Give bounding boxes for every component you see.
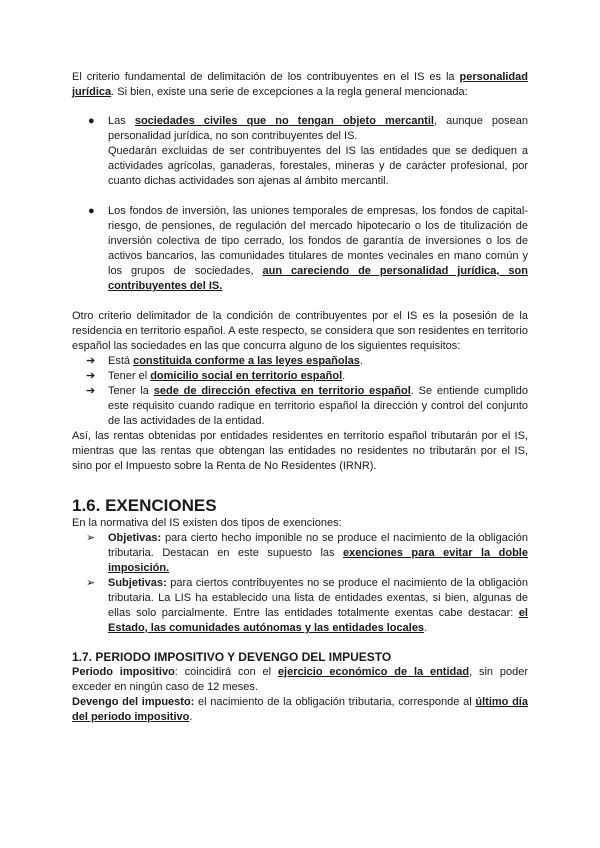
term-label: Devengo del impuesto: xyxy=(72,696,195,708)
requisitos-list xyxy=(72,354,528,429)
section-heading-exenciones: 1.6. EXENCIONES xyxy=(72,496,217,515)
arrow-icon: ➔ xyxy=(86,355,96,367)
arrow-icon: ➔ xyxy=(86,385,96,397)
exenciones-list xyxy=(72,531,528,636)
item-label: Objetivas: xyxy=(108,532,162,544)
emphasis: último día del periodo impositivo xyxy=(72,696,528,723)
emphasis: aun careciendo de personalidad jurídica, son contribuyentes del IS. xyxy=(108,265,528,292)
emphasis: sede de dirección efectiva en territorio español xyxy=(153,385,411,397)
emphasis: sociedades civiles que no tengan objeto mercantil xyxy=(134,115,434,127)
list-item: ➢ Subjetivas: para ciertos contribuyentes no se produce el nacimiento de la obligación tributaria. La LIS ha establecido una lista de entidades exentas, si bien, algunas de ellas solo parcialmente. Entre las entidades totalmente exentas cabe destacar: el Estado, las comunidades autónomas y las entidades locales. xyxy=(86,577,528,634)
exceptions-list xyxy=(72,114,528,294)
emphasis: exenciones para evitar la doble imposición. xyxy=(108,547,528,574)
bullet-icon: ● xyxy=(88,205,95,217)
bullet-icon: ● xyxy=(88,115,95,127)
emphasis: personalidad jurídica xyxy=(72,71,528,98)
term-label: Periodo impositivo xyxy=(72,666,175,678)
devengo-paragraph: Devengo del impuesto: el nacimiento de la obligación tributaria, corresponde al último día del periodo impositivo. xyxy=(72,696,528,723)
periodo-paragraph: Periodo impositivo: coincidirá con el ejercicio económico de la entidad, sin poder exceder en ningún caso de 12 meses. xyxy=(72,666,529,693)
list-item: ➔ Tener el domicilio social en territorio español. xyxy=(86,370,346,382)
emphasis: constituida conforme a las leyes españolas xyxy=(133,355,360,367)
intro-paragraph: El criterio fundamental de delimitación de los contribuyentes en el IS es la personalidad jurídica. Si bien, existe una serie de excepciones a la regla general mencionada: xyxy=(72,71,528,98)
exenciones-intro: En la normativa del IS existen dos tipos de exenciones: xyxy=(72,517,342,529)
arrow-icon: ➔ xyxy=(86,370,96,382)
emphasis: ejercicio económico de la entidad xyxy=(277,666,470,678)
emphasis: el Estado, las comunidades autónomas y las entidades locales xyxy=(108,607,528,634)
residencia-paragraph: Otro criterio delimitador de la condición de contribuyentes por el IS es la posesión de la residencia en territorio español. A este respecto, se considera que son residentes en territorio español las sociedades en las que concurra alguno de los siguientes requisitos: xyxy=(72,310,528,352)
list-item: ➔ Está constituida conforme a las leyes españolas. xyxy=(86,355,363,367)
list-item: ● Las sociedades civiles que no tengan objeto mercantil, aunque posean personalidad jurídica, no son contribuyentes del IS. Quedarán excluidas de ser contribuyentes del IS las entidades que se dediquen a actividades agrícolas, ganaderas, forestales, mineras y de carácter profesional, por cuanto dichas actividades son ajenas al ámbito mercantil. xyxy=(88,115,528,187)
document-page xyxy=(72,70,528,725)
list-item: ➢ Objetivas: para cierto hecho imponible no se produce el nacimiento de la obligación tributaria. Destacan en este supuesto las exenciones para evitar la doble imposición. xyxy=(86,532,528,574)
emphasis: domicilio social en territorio español xyxy=(150,370,343,382)
list-item: ● Los fondos de inversión, las uniones temporales de empresas, los fondos de capital-riesgo, de pensiones, de regulación del mercado hipotecario o los de titulización de inversión colectiva de tipo cerrado, los fondos de garantía de inversiones o los de activos bancarios, las comunidades titulares de montes vecinales en mano común y los grupos de sociedades, aun careciendo de personalidad jurídica, son contribuyentes del IS. xyxy=(88,205,528,292)
residencia-closing: Así, las rentas obtenidas por entidades residentes en territorio español tributarán por el IS, mientras que las rentas que obtengan las entidades no residentes no tributarán por el IS, sino por el Impuesto sobre la Renta de No Residentes (IRNR). xyxy=(72,430,528,472)
triangle-arrow-icon: ➢ xyxy=(86,532,96,544)
list-item: ➔ Tener la sede de dirección efectiva en territorio español. Se entiende cumplido este requisito cuando radique en territorio español la dirección y control del conjunto de las actividades de la entidad. xyxy=(86,385,528,427)
triangle-arrow-icon: ➢ xyxy=(86,577,96,589)
section-heading-periodo: 1.7. PERIODO IMPOSITIVO Y DEVENGO DEL IMPUESTO xyxy=(72,650,392,664)
item-label: Subjetivas: xyxy=(108,577,167,589)
